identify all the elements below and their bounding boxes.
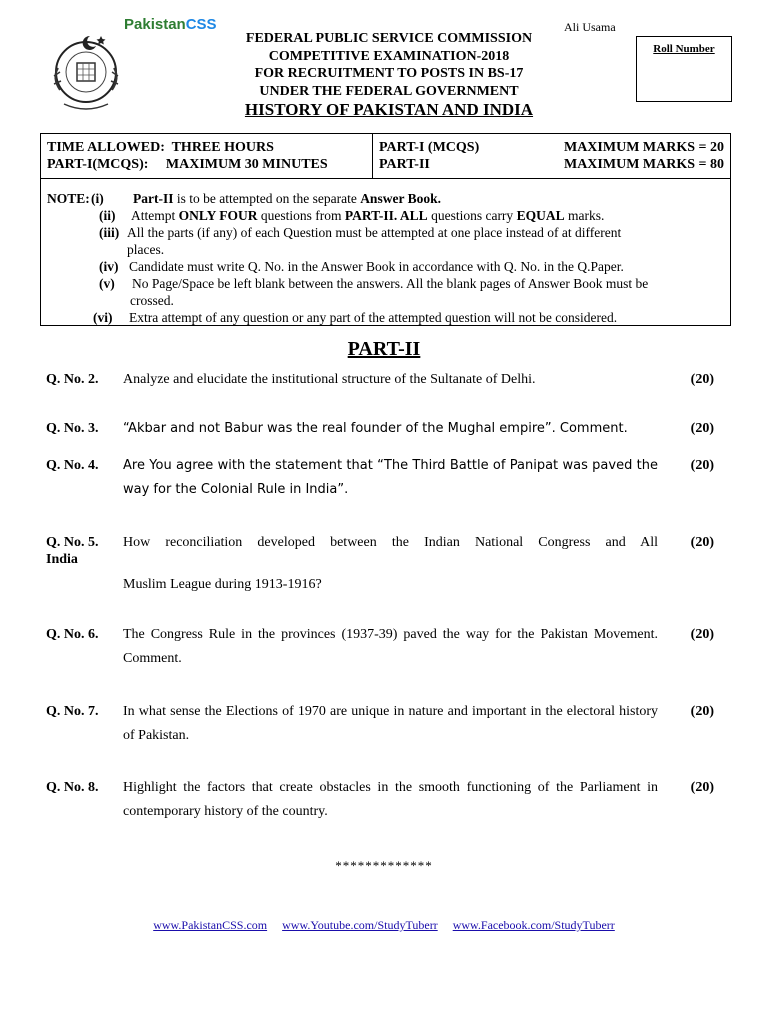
author-name: Ali Usama	[564, 20, 616, 34]
subject-title: HISTORY OF PAKISTAN AND INDIA	[244, 100, 534, 119]
question-marks: (20)	[690, 627, 714, 642]
question-number: Q. No. 4.	[46, 458, 99, 473]
question-marks: (20)	[690, 372, 714, 387]
link-youtube[interactable]: www.Youtube.com/StudyTuberr	[282, 918, 438, 932]
mcq-time: PART-I(MCQS): MAXIMUM 30 MINUTES	[47, 157, 328, 172]
footer-links	[0, 918, 768, 933]
time-cell	[41, 134, 373, 178]
question-number-continuation: India	[46, 552, 78, 567]
question-number: Q. No. 8.	[46, 780, 99, 795]
header-line-4: UNDER THE FEDERAL GOVERNMENT	[259, 83, 519, 99]
header-line-3: FOR RECRUITMENT TO POSTS IN BS-17	[254, 66, 524, 81]
question-text: Analyze and elucidate the institutional structure of the Sultanate of Delhi.	[123, 372, 536, 387]
part-title: PART-II	[347, 338, 421, 360]
time-allowed: TIME ALLOWED: THREE HOURS	[47, 140, 274, 155]
roll-number-box	[636, 36, 732, 102]
question-marks: (20)	[690, 780, 714, 795]
header-line-2: COMPETITIVE EXAMINATION-2018	[268, 48, 510, 64]
question-number: Q. No. 3.	[46, 421, 99, 436]
note-prefix: NOTE:	[47, 191, 90, 206]
question-text: The Congress Rule in the provinces (1937-39) paved the way for the Pakistan Movement. Comment.	[123, 627, 658, 666]
question-marks: (20)	[690, 704, 714, 719]
question-number: Q. No. 5.	[46, 535, 99, 550]
question-text: Are You agree with the statement that “The Third Battle of Panipat was paved the way for the Colonial Rule in India”.	[123, 458, 658, 497]
end-separator: *************	[335, 858, 433, 873]
link-facebook[interactable]: www.Facebook.com/StudyTuberr	[452, 918, 615, 932]
header-line-1: FEDERAL PUBLIC SERVICE COMMISSION	[245, 31, 533, 46]
question-text: How reconciliation developed between the Indian National Congress and All	[123, 535, 658, 550]
question-number: Q. No. 6.	[46, 627, 99, 642]
marks-cell	[373, 134, 730, 178]
exam-header	[200, 30, 578, 120]
question-text: “Akbar and not Babur was the real founder of the Mughal empire”. Comment.	[123, 421, 628, 436]
question-marks: (20)	[690, 458, 714, 473]
question-number: Q. No. 2.	[46, 372, 99, 387]
question-number: Q. No. 7.	[46, 704, 99, 719]
question-marks: (20)	[690, 421, 714, 436]
roll-number-label: Roll Number	[653, 43, 715, 55]
brand-logo-text: PakistanCSS	[124, 16, 217, 33]
instructions-box: NOTE: (i) Part-II is to be attempted on the separate Answer Book. (ii) Attempt ONLY FOUR questions from PART-II. ALL questions carry EQUAL marks. (iii) All the parts (if any) of each Question must be attempted at one place instead of at different places. (iv) Candidate must write Q. No. in the Answer Book in accordance with Q. No. in the Q.Paper. (v) No Page/Space be left blank between the answers. All the blank pages of Answer Book must be crossed. (vi) Extra attempt of any question or any part of the attempted question will not be considered.	[40, 179, 731, 326]
marks-row-part2: PART-II MAXIMUM MARKS = 80	[379, 157, 724, 172]
question-text: In what sense the Elections of 1970 are unique in nature and important in the electoral history of Pakistan.	[123, 704, 658, 743]
link-pakistancss[interactable]: www.PakistanCSS.com	[153, 918, 268, 932]
exam-info-table	[40, 133, 731, 179]
question-text-continuation: Muslim League during 1913-1916?	[123, 577, 322, 592]
fpsc-emblem-icon	[44, 28, 128, 112]
question-text: Highlight the factors that create obstacles in the smooth functioning of the Parliament in contemporary history of the country.	[123, 780, 658, 819]
question-marks: (20)	[690, 535, 714, 550]
marks-row-part1: PART-I (MCQS) MAXIMUM MARKS = 20	[379, 140, 724, 155]
